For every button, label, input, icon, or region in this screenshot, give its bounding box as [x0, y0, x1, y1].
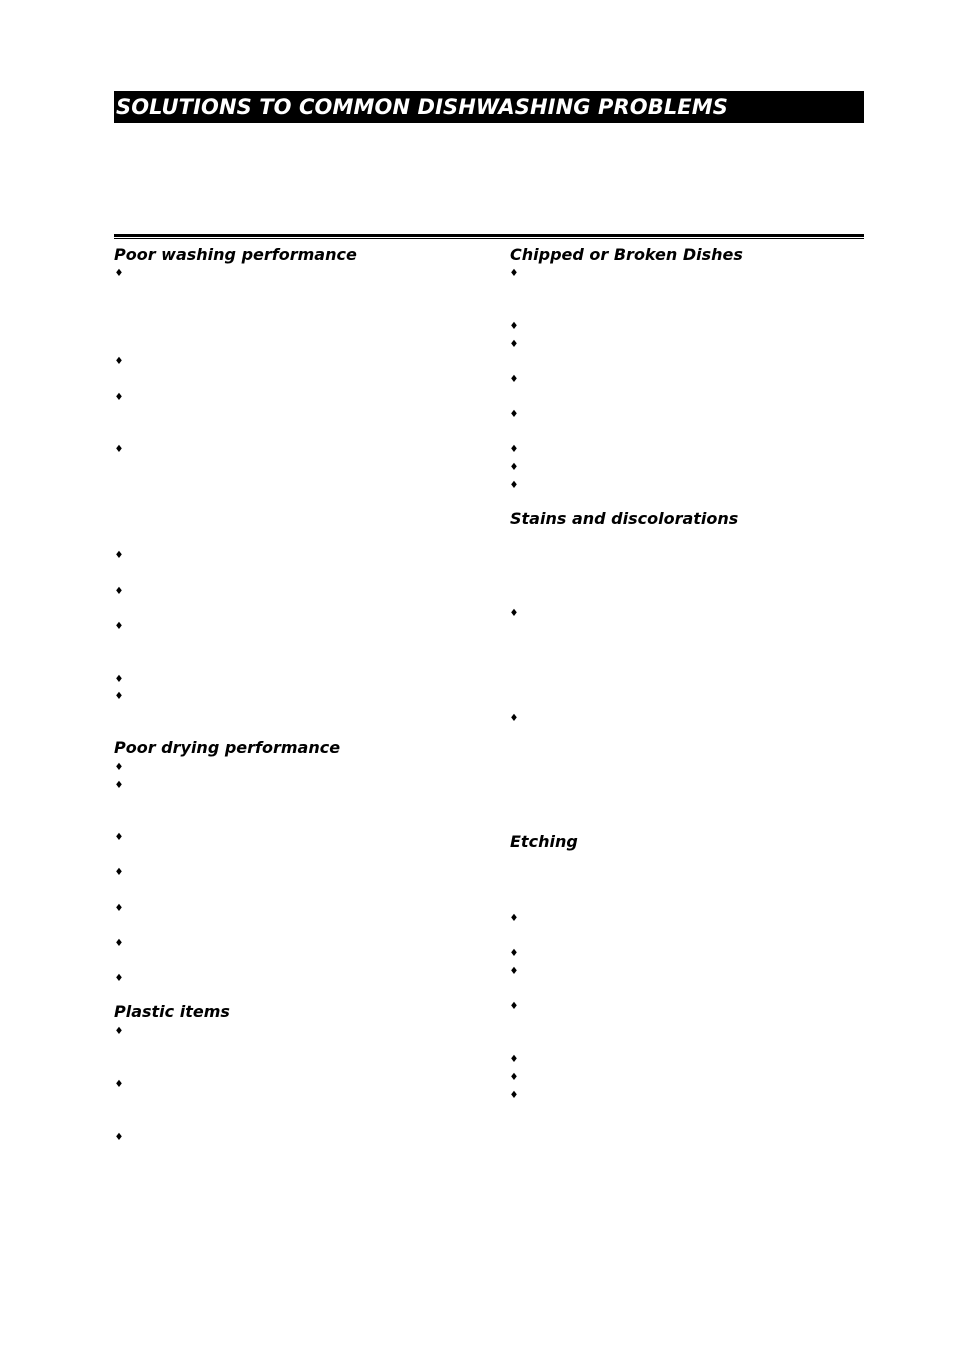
- bullet-icon: ♦: [509, 480, 519, 491]
- heading-poor-drying-performance: Poor drying performance: [114, 738, 341, 757]
- bullet-icon: ♦: [114, 762, 124, 773]
- bullet-icon: ♦: [114, 973, 124, 984]
- bullet-icon: ♦: [509, 321, 519, 332]
- bullet-icon: ♦: [114, 867, 124, 878]
- bullet-icon: ♦: [114, 586, 124, 597]
- section-divider-thin: [114, 238, 864, 239]
- bullet-icon: ♦: [114, 621, 124, 632]
- bullet-icon: ♦: [509, 444, 519, 455]
- bullet-icon: ♦: [114, 1079, 124, 1090]
- heading-poor-washing-performance: Poor washing performance: [114, 245, 357, 264]
- bullet-icon: ♦: [509, 1072, 519, 1083]
- bullet-icon: ♦: [114, 444, 124, 455]
- bullet-icon: ♦: [509, 409, 519, 420]
- bullet-icon: ♦: [509, 966, 519, 977]
- bullet-icon: ♦: [114, 832, 124, 843]
- bullet-icon: ♦: [114, 1132, 124, 1143]
- bullet-icon: ♦: [509, 948, 519, 959]
- bullet-icon: ♦: [114, 674, 124, 685]
- bullet-icon: ♦: [114, 550, 124, 561]
- bullet-icon: ♦: [114, 938, 124, 949]
- bullet-icon: ♦: [509, 1001, 519, 1012]
- bullet-icon: ♦: [509, 1054, 519, 1065]
- bullet-icon: ♦: [509, 268, 519, 279]
- bullet-icon: ♦: [114, 268, 124, 279]
- bullet-icon: ♦: [114, 1026, 124, 1037]
- bullet-icon: ♦: [509, 608, 519, 619]
- bullet-icon: ♦: [509, 1090, 519, 1101]
- heading-stains-and-discolorations: Stains and discolorations: [510, 509, 739, 528]
- heading-chipped-or-broken-dishes: Chipped or Broken Dishes: [510, 245, 743, 264]
- bullet-icon: ♦: [509, 913, 519, 924]
- bullet-icon: ♦: [114, 392, 124, 403]
- bullet-icon: ♦: [114, 780, 124, 791]
- page-title: SOLUTIONS TO COMMON DISHWASHING PROBLEMS: [116, 95, 728, 119]
- bullet-icon: ♦: [509, 339, 519, 350]
- bullet-icon: ♦: [114, 903, 124, 914]
- bullet-icon: ♦: [509, 713, 519, 724]
- bullet-icon: ♦: [114, 356, 124, 367]
- bullet-icon: ♦: [114, 691, 124, 702]
- bullet-icon: ♦: [509, 374, 519, 385]
- bullet-icon: ♦: [509, 462, 519, 473]
- heading-plastic-items: Plastic items: [114, 1002, 230, 1021]
- section-divider-thick: [114, 234, 864, 237]
- page-title-bar: [114, 91, 864, 123]
- heading-etching: Etching: [510, 832, 578, 851]
